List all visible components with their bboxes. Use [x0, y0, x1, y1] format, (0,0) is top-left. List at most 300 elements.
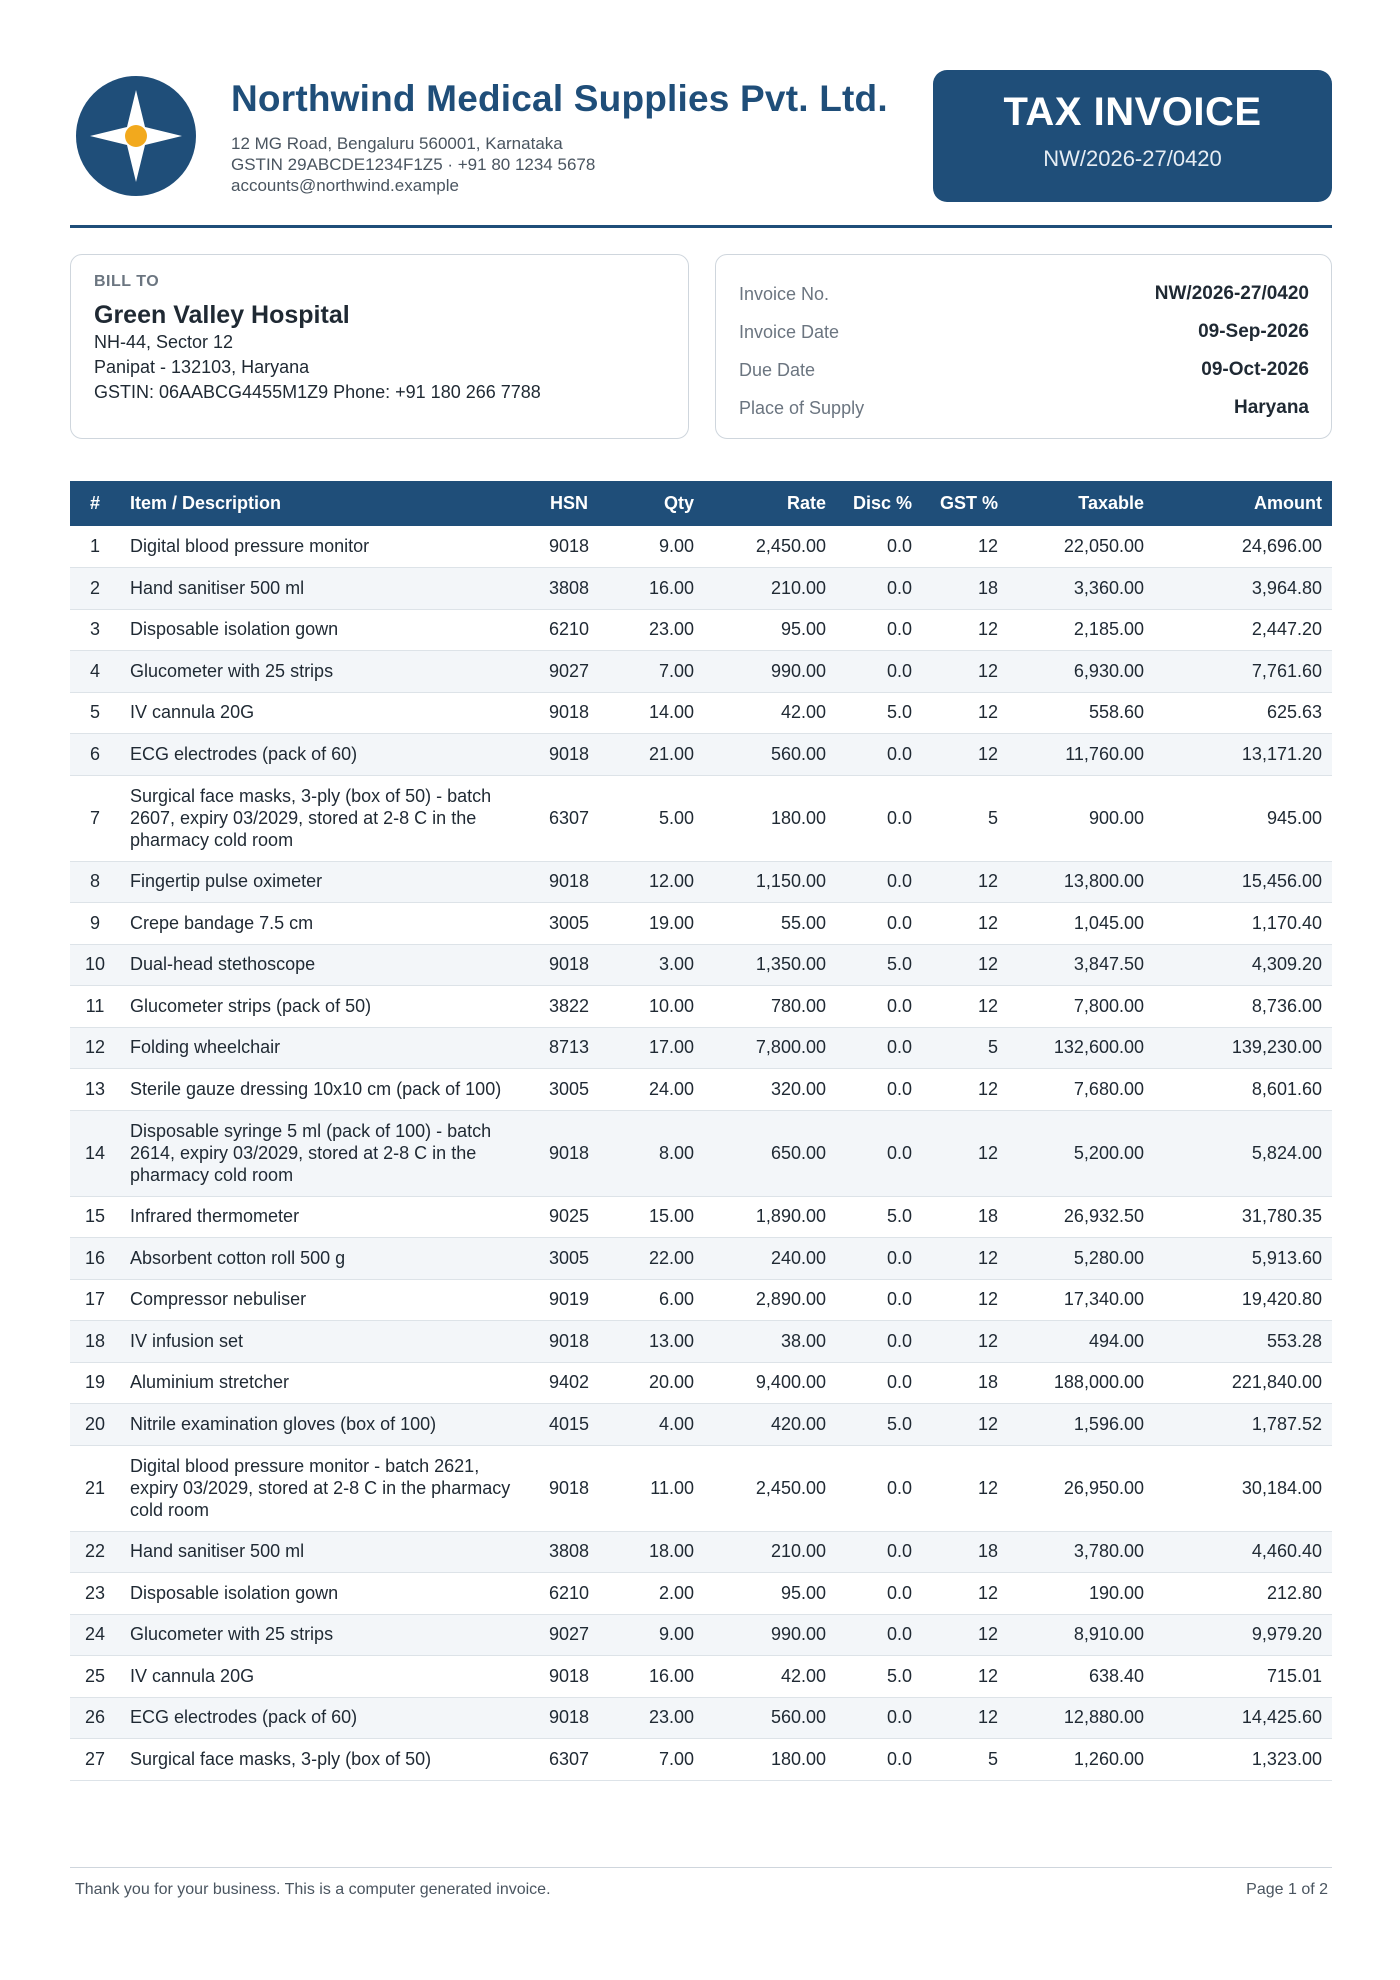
quantity: 9.00	[603, 1614, 704, 1656]
discount-percent: 0.0	[836, 609, 922, 651]
hsn-code: 9018	[535, 1445, 603, 1531]
row-number: 10	[70, 944, 120, 986]
quantity: 13.00	[603, 1321, 704, 1363]
quantity: 5.00	[603, 775, 704, 861]
column-header: Qty	[603, 481, 704, 526]
taxable-value: 1,045.00	[1008, 903, 1154, 945]
item-description: Glucometer strips (pack of 50)	[120, 986, 535, 1028]
table-row	[70, 692, 1332, 734]
quantity: 22.00	[603, 1238, 704, 1280]
table-row	[70, 1279, 1332, 1321]
quantity: 14.00	[603, 692, 704, 734]
hsn-code: 3808	[535, 1531, 603, 1573]
row-number: 21	[70, 1445, 120, 1531]
footer-note: Thank you for your business. This is a computer generated invoice.	[75, 1881, 551, 1898]
rate: 2,450.00	[704, 526, 836, 568]
line-amount: 3,964.80	[1154, 568, 1332, 610]
gst-percent: 12	[922, 1445, 1008, 1531]
discount-percent: 0.0	[836, 861, 922, 903]
rate: 2,450.00	[704, 1445, 836, 1531]
line-amount: 139,230.00	[1154, 1027, 1332, 1069]
invoice-header	[70, 70, 1332, 228]
row-number: 23	[70, 1573, 120, 1615]
company-name: Northwind Medical Supplies Pvt. Ltd.	[231, 78, 888, 119]
hsn-code: 6210	[535, 1573, 603, 1615]
bill-to-line-2: Panipat - 132103, Haryana	[94, 357, 310, 377]
column-header: Amount	[1154, 481, 1332, 526]
item-description: Surgical face masks, 3-ply (box of 50) - batch 2607, expiry 03/2029, stored at 2-8 C in the pharmacy cold room	[120, 775, 535, 861]
taxable-value: 188,000.00	[1008, 1362, 1154, 1404]
gst-percent: 12	[922, 1573, 1008, 1615]
discount-percent: 0.0	[836, 1362, 922, 1404]
line-amount: 625.63	[1154, 692, 1332, 734]
taxable-value: 26,932.50	[1008, 1196, 1154, 1238]
discount-percent: 0.0	[836, 1238, 922, 1280]
item-description: Hand sanitiser 500 ml	[120, 568, 535, 610]
rate: 210.00	[704, 568, 836, 610]
rate: 7,800.00	[704, 1027, 836, 1069]
gst-percent: 12	[922, 903, 1008, 945]
hsn-code: 9018	[535, 526, 603, 568]
table-row	[70, 861, 1332, 903]
quantity: 4.00	[603, 1404, 704, 1446]
rate: 95.00	[704, 609, 836, 651]
hsn-code: 9019	[535, 1279, 603, 1321]
gst-percent: 18	[922, 568, 1008, 610]
bill-to-line-3: GSTIN: 06AABCG4455M1Z9 Phone: +91 180 266 7788	[94, 382, 541, 402]
item-description: Aluminium stretcher	[120, 1362, 535, 1404]
line-amount: 19,420.80	[1154, 1279, 1332, 1321]
quantity: 20.00	[603, 1362, 704, 1404]
rate: 990.00	[704, 651, 836, 693]
row-number: 25	[70, 1656, 120, 1698]
table-row	[70, 1027, 1332, 1069]
hsn-code: 3808	[535, 568, 603, 610]
taxable-value: 3,847.50	[1008, 944, 1154, 986]
rate: 560.00	[704, 1697, 836, 1739]
hsn-code: 9018	[535, 1656, 603, 1698]
rate: 55.00	[704, 903, 836, 945]
item-description: Sterile gauze dressing 10x10 cm (pack of 100)	[120, 1069, 535, 1111]
row-number: 3	[70, 609, 120, 651]
meta-label: Invoice No.	[739, 283, 830, 304]
gst-percent: 12	[922, 986, 1008, 1028]
taxable-value: 1,596.00	[1008, 1404, 1154, 1446]
line-amount: 4,309.20	[1154, 944, 1332, 986]
discount-percent: 0.0	[836, 568, 922, 610]
hsn-code: 9018	[535, 692, 603, 734]
row-number: 19	[70, 1362, 120, 1404]
row-number: 1	[70, 526, 120, 568]
discount-percent: 5.0	[836, 1404, 922, 1446]
item-description: Nitrile examination gloves (box of 100)	[120, 1404, 535, 1446]
item-description: Crepe bandage 7.5 cm	[120, 903, 535, 945]
row-number: 4	[70, 651, 120, 693]
quantity: 7.00	[603, 651, 704, 693]
gst-percent: 18	[922, 1196, 1008, 1238]
taxable-value: 7,680.00	[1008, 1069, 1154, 1111]
table-row	[70, 1069, 1332, 1111]
discount-percent: 0.0	[836, 903, 922, 945]
gst-percent: 18	[922, 1531, 1008, 1573]
column-header: #	[70, 481, 120, 526]
discount-percent: 0.0	[836, 1614, 922, 1656]
hsn-code: 9025	[535, 1196, 603, 1238]
gst-percent: 12	[922, 1404, 1008, 1446]
taxable-value: 17,340.00	[1008, 1279, 1154, 1321]
quantity: 8.00	[603, 1110, 704, 1196]
line-amount: 13,171.20	[1154, 734, 1332, 776]
discount-percent: 5.0	[836, 692, 922, 734]
meta-label: Invoice Date	[739, 321, 840, 342]
table-row	[70, 944, 1332, 986]
meta-value: NW/2026-27/0420	[1154, 283, 1309, 304]
invoice-meta-card	[715, 254, 1332, 439]
item-description: Glucometer with 25 strips	[120, 651, 535, 693]
line-amount: 14,425.60	[1154, 1697, 1332, 1739]
invoice-title-number: NW/2026-27/0420	[1043, 146, 1222, 171]
row-number: 26	[70, 1697, 120, 1739]
gst-percent: 12	[922, 1279, 1008, 1321]
taxable-value: 6,930.00	[1008, 651, 1154, 693]
row-number: 16	[70, 1238, 120, 1280]
item-description: ECG electrodes (pack of 60)	[120, 734, 535, 776]
taxable-value: 190.00	[1008, 1573, 1154, 1615]
table-row	[70, 1238, 1332, 1280]
item-description: Folding wheelchair	[120, 1027, 535, 1069]
table-header-row	[70, 481, 1332, 526]
table-row	[70, 651, 1332, 693]
page-number: Page 1 of 2	[1246, 1881, 1328, 1898]
item-description: Digital blood pressure monitor - batch 2621, expiry 03/2029, stored at 2-8 C in the pharmacy cold room	[120, 1445, 535, 1531]
meta-row-place-of-supply	[739, 389, 1309, 427]
line-amount: 9,979.20	[1154, 1614, 1332, 1656]
row-number: 13	[70, 1069, 120, 1111]
rate: 420.00	[704, 1404, 836, 1446]
column-header: Taxable	[1008, 481, 1154, 526]
table-row	[70, 1196, 1332, 1238]
hsn-code: 9027	[535, 651, 603, 693]
taxable-value: 22,050.00	[1008, 526, 1154, 568]
rate: 990.00	[704, 1614, 836, 1656]
quantity: 23.00	[603, 609, 704, 651]
hsn-code: 9018	[535, 734, 603, 776]
gst-percent: 5	[922, 1027, 1008, 1069]
taxable-value: 11,760.00	[1008, 734, 1154, 776]
row-number: 18	[70, 1321, 120, 1363]
item-description: Compressor nebuliser	[120, 1279, 535, 1321]
row-number: 11	[70, 986, 120, 1028]
gst-percent: 5	[922, 775, 1008, 861]
discount-percent: 0.0	[836, 1321, 922, 1363]
item-description: IV cannula 20G	[120, 1656, 535, 1698]
line-amount: 945.00	[1154, 775, 1332, 861]
discount-percent: 5.0	[836, 944, 922, 986]
row-number: 15	[70, 1196, 120, 1238]
item-description: Surgical face masks, 3-ply (box of 50)	[120, 1739, 535, 1781]
discount-percent: 0.0	[836, 1027, 922, 1069]
quantity: 17.00	[603, 1027, 704, 1069]
table-row	[70, 1739, 1332, 1781]
gst-percent: 12	[922, 1321, 1008, 1363]
row-number: 12	[70, 1027, 120, 1069]
rate: 42.00	[704, 1656, 836, 1698]
bill-to-name: Green Valley Hospital	[94, 301, 350, 329]
item-description: IV cannula 20G	[120, 692, 535, 734]
taxable-value: 3,360.00	[1008, 568, 1154, 610]
hsn-code: 3005	[535, 1069, 603, 1111]
invoice-title-box	[933, 70, 1332, 202]
quantity: 21.00	[603, 734, 704, 776]
discount-percent: 0.0	[836, 1069, 922, 1111]
rate: 1,350.00	[704, 944, 836, 986]
hsn-code: 9018	[535, 861, 603, 903]
meta-label: Due Date	[739, 359, 816, 380]
line-amount: 1,170.40	[1154, 903, 1332, 945]
line-amount: 24,696.00	[1154, 526, 1332, 568]
rate: 240.00	[704, 1238, 836, 1280]
line-amount: 15,456.00	[1154, 861, 1332, 903]
meta-row-invoice-date	[739, 313, 1309, 351]
discount-percent: 0.0	[836, 1110, 922, 1196]
table-row	[70, 775, 1332, 861]
line-amount: 30,184.00	[1154, 1445, 1332, 1531]
header-divider	[70, 225, 1332, 228]
table-row	[70, 1573, 1332, 1615]
line-amount: 31,780.35	[1154, 1196, 1332, 1238]
gst-percent: 12	[922, 1614, 1008, 1656]
taxable-value: 1,260.00	[1008, 1739, 1154, 1781]
table-row	[70, 903, 1332, 945]
rate: 560.00	[704, 734, 836, 776]
gst-percent: 12	[922, 734, 1008, 776]
table-row	[70, 1614, 1332, 1656]
hsn-code: 9018	[535, 1697, 603, 1739]
table-body	[70, 526, 1332, 1780]
row-number: 5	[70, 692, 120, 734]
item-description: Infrared thermometer	[120, 1196, 535, 1238]
meta-value: Haryana	[1234, 397, 1309, 418]
bill-to-line-1: NH-44, Sector 12	[94, 332, 234, 352]
gst-percent: 12	[922, 861, 1008, 903]
discount-percent: 0.0	[836, 1573, 922, 1615]
gst-percent: 12	[922, 692, 1008, 734]
discount-percent: 0.0	[836, 1279, 922, 1321]
table-row	[70, 526, 1332, 568]
hsn-code: 6307	[535, 775, 603, 861]
rate: 180.00	[704, 775, 836, 861]
taxable-value: 558.60	[1008, 692, 1154, 734]
taxable-value: 5,200.00	[1008, 1110, 1154, 1196]
table-row	[70, 734, 1332, 776]
line-amount: 8,736.00	[1154, 986, 1332, 1028]
rate: 1,890.00	[704, 1196, 836, 1238]
bill-to-card	[70, 254, 689, 439]
column-header: GST %	[922, 481, 1008, 526]
rate: 95.00	[704, 1573, 836, 1615]
taxable-value: 12,880.00	[1008, 1697, 1154, 1739]
row-number: 22	[70, 1531, 120, 1573]
taxable-value: 132,600.00	[1008, 1027, 1154, 1069]
rate: 180.00	[704, 1739, 836, 1781]
gst-percent: 12	[922, 1110, 1008, 1196]
item-description: ECG electrodes (pack of 60)	[120, 1697, 535, 1739]
gst-percent: 12	[922, 1238, 1008, 1280]
quantity: 11.00	[603, 1445, 704, 1531]
rate: 42.00	[704, 692, 836, 734]
quantity: 16.00	[603, 568, 704, 610]
table-row	[70, 1445, 1332, 1531]
discount-percent: 0.0	[836, 775, 922, 861]
discount-percent: 0.0	[836, 1445, 922, 1531]
rate: 650.00	[704, 1110, 836, 1196]
hsn-code: 3005	[535, 1238, 603, 1280]
quantity: 23.00	[603, 1697, 704, 1739]
invoice-title: TAX INVOICE	[1003, 90, 1262, 134]
discount-percent: 0.0	[836, 986, 922, 1028]
gst-percent: 12	[922, 1656, 1008, 1698]
column-header: Item / Description	[120, 481, 535, 526]
hsn-code: 9018	[535, 1110, 603, 1196]
discount-percent: 5.0	[836, 1196, 922, 1238]
column-header: Disc %	[836, 481, 922, 526]
meta-row-due-date	[739, 351, 1309, 389]
quantity: 6.00	[603, 1279, 704, 1321]
line-amount: 1,787.52	[1154, 1404, 1332, 1446]
item-description: Disposable isolation gown	[120, 609, 535, 651]
rate: 320.00	[704, 1069, 836, 1111]
row-number: 17	[70, 1279, 120, 1321]
line-amount: 4,460.40	[1154, 1531, 1332, 1573]
item-description: Hand sanitiser 500 ml	[120, 1531, 535, 1573]
meta-row-invoice-no	[739, 275, 1309, 313]
line-amount: 5,824.00	[1154, 1110, 1332, 1196]
gst-percent: 5	[922, 1739, 1008, 1781]
rate: 9,400.00	[704, 1362, 836, 1404]
item-description: Fingertip pulse oximeter	[120, 861, 535, 903]
footer-divider	[70, 1867, 1332, 1868]
table-row	[70, 1697, 1332, 1739]
table-row	[70, 986, 1332, 1028]
hsn-code: 4015	[535, 1404, 603, 1446]
item-description: Glucometer with 25 strips	[120, 1614, 535, 1656]
rate: 38.00	[704, 1321, 836, 1363]
hsn-code: 8713	[535, 1027, 603, 1069]
row-number: 24	[70, 1614, 120, 1656]
discount-percent: 0.0	[836, 734, 922, 776]
hsn-code: 9027	[535, 1614, 603, 1656]
taxable-value: 900.00	[1008, 775, 1154, 861]
line-amount: 221,840.00	[1154, 1362, 1332, 1404]
hsn-code: 9018	[535, 944, 603, 986]
company-gstin-phone: GSTIN 29ABCDE1234F1Z5 · +91 80 1234 5678	[231, 155, 596, 174]
item-description: Digital blood pressure monitor	[120, 526, 535, 568]
gst-percent: 18	[922, 1362, 1008, 1404]
row-number: 14	[70, 1110, 120, 1196]
line-amount: 212.80	[1154, 1573, 1332, 1615]
row-number: 27	[70, 1739, 120, 1781]
line-amount: 7,761.60	[1154, 651, 1332, 693]
table-row	[70, 1110, 1332, 1196]
quantity: 24.00	[603, 1069, 704, 1111]
hsn-code: 6307	[535, 1739, 603, 1781]
gst-percent: 12	[922, 944, 1008, 986]
taxable-value: 494.00	[1008, 1321, 1154, 1363]
taxable-value: 5,280.00	[1008, 1238, 1154, 1280]
quantity: 9.00	[603, 526, 704, 568]
rate: 210.00	[704, 1531, 836, 1573]
column-header: Rate	[704, 481, 836, 526]
meta-value: 09-Oct-2026	[1201, 359, 1309, 380]
line-amount: 553.28	[1154, 1321, 1332, 1363]
bill-to-label: BILL TO	[94, 273, 160, 290]
taxable-value: 638.40	[1008, 1656, 1154, 1698]
row-number: 8	[70, 861, 120, 903]
company-block	[231, 80, 888, 196]
line-items-table	[70, 481, 1332, 1781]
table-row	[70, 1321, 1332, 1363]
meta-value: 09-Sep-2026	[1198, 321, 1309, 342]
row-number: 7	[70, 775, 120, 861]
quantity: 15.00	[603, 1196, 704, 1238]
gst-percent: 12	[922, 651, 1008, 693]
gst-percent: 12	[922, 1697, 1008, 1739]
discount-percent: 0.0	[836, 1697, 922, 1739]
gst-percent: 12	[922, 1069, 1008, 1111]
table-row	[70, 609, 1332, 651]
table-row	[70, 568, 1332, 610]
item-description: Disposable syringe 5 ml (pack of 100) - batch 2614, expiry 03/2029, stored at 2-8 C in the pharmacy cold room	[120, 1110, 535, 1196]
quantity: 16.00	[603, 1656, 704, 1698]
taxable-value: 13,800.00	[1008, 861, 1154, 903]
quantity: 2.00	[603, 1573, 704, 1615]
quantity: 10.00	[603, 986, 704, 1028]
line-amount: 1,323.00	[1154, 1739, 1332, 1781]
quantity: 7.00	[603, 1739, 704, 1781]
quantity: 19.00	[603, 903, 704, 945]
quantity: 3.00	[603, 944, 704, 986]
rate: 780.00	[704, 986, 836, 1028]
line-amount: 2,447.20	[1154, 609, 1332, 651]
gst-percent: 12	[922, 609, 1008, 651]
discount-percent: 0.0	[836, 1739, 922, 1781]
row-number: 20	[70, 1404, 120, 1446]
line-amount: 5,913.60	[1154, 1238, 1332, 1280]
hsn-code: 3005	[535, 903, 603, 945]
gst-percent: 12	[922, 526, 1008, 568]
discount-percent: 0.0	[836, 1531, 922, 1573]
rate: 2,890.00	[704, 1279, 836, 1321]
row-number: 9	[70, 903, 120, 945]
taxable-value: 3,780.00	[1008, 1531, 1154, 1573]
discount-percent: 5.0	[836, 1656, 922, 1698]
taxable-value: 7,800.00	[1008, 986, 1154, 1028]
column-header: HSN	[535, 481, 603, 526]
item-description: Dual-head stethoscope	[120, 944, 535, 986]
table-row	[70, 1362, 1332, 1404]
hsn-code: 9402	[535, 1362, 603, 1404]
line-amount: 715.01	[1154, 1656, 1332, 1698]
row-number: 2	[70, 568, 120, 610]
table-row	[70, 1531, 1332, 1573]
company-email: accounts@northwind.example	[231, 176, 459, 195]
discount-percent: 0.0	[836, 526, 922, 568]
discount-percent: 0.0	[836, 651, 922, 693]
hsn-code: 3822	[535, 986, 603, 1028]
line-amount: 8,601.60	[1154, 1069, 1332, 1111]
item-description: Disposable isolation gown	[120, 1573, 535, 1615]
table-row	[70, 1656, 1332, 1698]
